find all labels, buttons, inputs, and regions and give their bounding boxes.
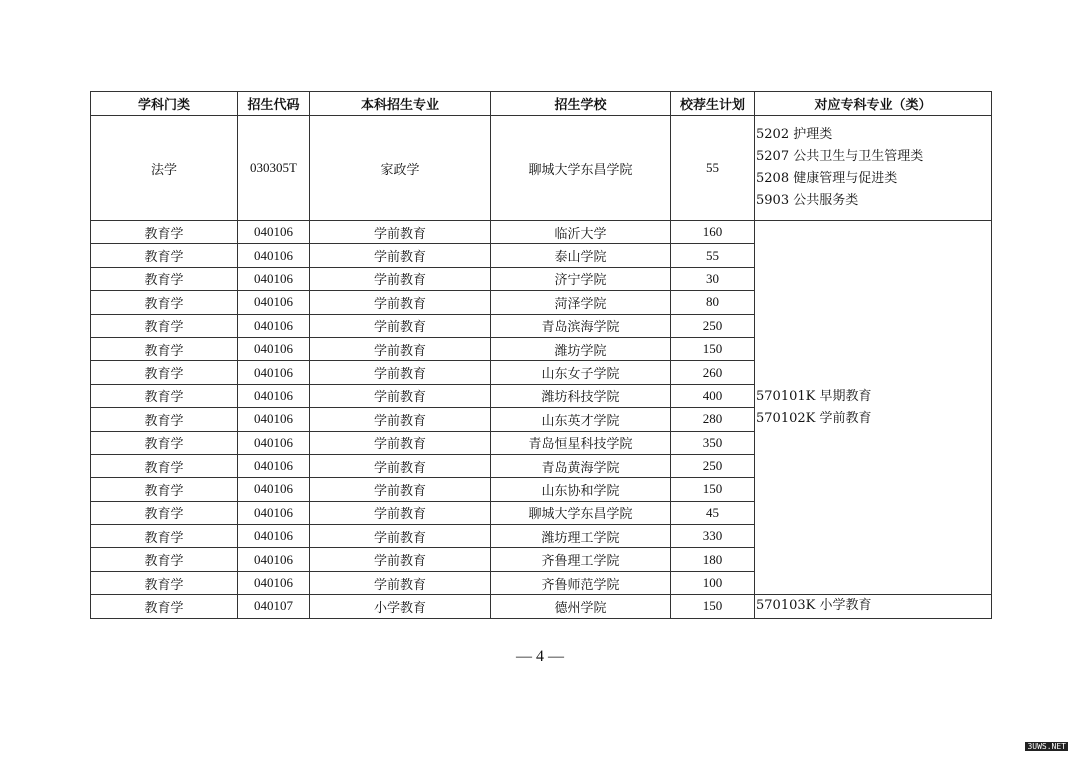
enrollment-table [90,91,992,619]
cell-school: 潍坊理工学院 [491,525,671,548]
cell-category: 教育学 [91,221,238,244]
cell-school: 聊城大学东昌学院 [491,501,671,524]
cell-plan: 250 [671,454,755,477]
table-row [91,595,992,618]
cell-school: 山东英才学院 [491,408,671,431]
cell-category: 教育学 [91,244,238,267]
cell-related [755,116,992,221]
header-school: 招生学校 [491,92,671,116]
cell-category: 教育学 [91,501,238,524]
cell-related-merged [755,221,992,595]
page-number: — 4 — [516,648,564,665]
cell-category: 教育学 [91,571,238,594]
cell-plan: 100 [671,571,755,594]
cell-plan: 150 [671,337,755,360]
cell-school: 聊城大学东昌学院 [491,116,671,221]
cell-school: 潍坊学院 [491,337,671,360]
cell-major: 学前教育 [310,361,491,384]
cell-code: 040106 [238,548,310,571]
related-line: 5202 护理类 [756,127,833,142]
cell-code: 040106 [238,267,310,290]
cell-code: 040106 [238,221,310,244]
cell-school: 山东协和学院 [491,478,671,501]
cell-plan: 150 [671,595,755,618]
cell-school: 菏泽学院 [491,291,671,314]
table-header-row [91,92,992,116]
cell-code: 040106 [238,314,310,337]
cell-major: 学前教育 [310,337,491,360]
cell-code: 040106 [238,478,310,501]
cell-school: 济宁学院 [491,267,671,290]
cell-plan: 250 [671,314,755,337]
cell-code: 040106 [238,337,310,360]
cell-major: 学前教育 [310,221,491,244]
cell-school: 潍坊科技学院 [491,384,671,407]
cell-major: 学前教育 [310,431,491,454]
cell-major: 学前教育 [310,548,491,571]
header-related: 对应专科专业（类） [755,92,992,116]
cell-category: 教育学 [91,384,238,407]
cell-plan: 280 [671,408,755,431]
table-row [91,116,992,221]
cell-plan: 55 [671,116,755,221]
cell-code: 040106 [238,571,310,594]
cell-category: 教育学 [91,408,238,431]
cell-school: 青岛恒星科技学院 [491,431,671,454]
cell-school: 山东女子学院 [491,361,671,384]
cell-major: 学前教育 [310,267,491,290]
cell-plan: 400 [671,384,755,407]
cell-major: 学前教育 [310,314,491,337]
cell-category: 教育学 [91,478,238,501]
watermark: 3UWS.NET [1027,742,1066,751]
cell-school: 齐鲁理工学院 [491,548,671,571]
cell-code: 040106 [238,244,310,267]
cell-school: 齐鲁师范学院 [491,571,671,594]
cell-school: 青岛黄海学院 [491,454,671,477]
cell-category: 教育学 [91,431,238,454]
cell-school: 德州学院 [491,595,671,618]
cell-code: 040106 [238,384,310,407]
cell-code: 040106 [238,454,310,477]
header-category: 学科门类 [91,92,238,116]
cell-major: 学前教育 [310,244,491,267]
cell-school: 临沂大学 [491,221,671,244]
cell-code: 040106 [238,431,310,454]
cell-major: 小学教育 [310,595,491,618]
table-row [91,221,992,244]
header-code: 招生代码 [238,92,310,116]
cell-major: 学前教育 [310,501,491,524]
cell-code: 040106 [238,291,310,314]
cell-plan: 350 [671,431,755,454]
related-line: 5903 公共服务类 [756,193,859,208]
cell-major: 学前教育 [310,384,491,407]
cell-plan: 260 [671,361,755,384]
cell-related: 570103K 小学教育 [755,595,992,618]
cell-major: 学前教育 [310,291,491,314]
cell-code: 040106 [238,361,310,384]
related-line: 5208 健康管理与促进类 [756,171,898,186]
cell-code: 040106 [238,525,310,548]
cell-category: 教育学 [91,525,238,548]
cell-major: 学前教育 [310,571,491,594]
cell-code: 030305T [238,116,310,221]
cell-category: 教育学 [91,291,238,314]
cell-major: 学前教育 [310,478,491,501]
cell-major: 学前教育 [310,525,491,548]
cell-code: 040107 [238,595,310,618]
cell-major: 学前教育 [310,454,491,477]
cell-category: 教育学 [91,454,238,477]
cell-plan: 330 [671,525,755,548]
cell-category: 法学 [91,116,238,221]
cell-plan: 45 [671,501,755,524]
header-plan: 校荐生计划 [671,92,755,116]
cell-school: 青岛滨海学院 [491,314,671,337]
related-line: 5207 公共卫生与卫生管理类 [756,149,924,164]
cell-major: 学前教育 [310,408,491,431]
cell-plan: 150 [671,478,755,501]
related-line: 570101K 早期教育 [756,388,872,404]
cell-category: 教育学 [91,361,238,384]
cell-category: 教育学 [91,595,238,618]
cell-category: 教育学 [91,267,238,290]
cell-major: 家政学 [310,116,491,221]
cell-plan: 55 [671,244,755,267]
cell-category: 教育学 [91,548,238,571]
cell-plan: 180 [671,548,755,571]
cell-school: 泰山学院 [491,244,671,267]
header-major: 本科招生专业 [310,92,491,116]
cell-code: 040106 [238,408,310,431]
cell-plan: 80 [671,291,755,314]
cell-category: 教育学 [91,314,238,337]
cell-code: 040106 [238,501,310,524]
cell-category: 教育学 [91,337,238,360]
table-body [91,116,992,619]
related-line: 570102K 学前教育 [756,410,872,426]
cell-plan: 30 [671,267,755,290]
cell-plan: 160 [671,221,755,244]
